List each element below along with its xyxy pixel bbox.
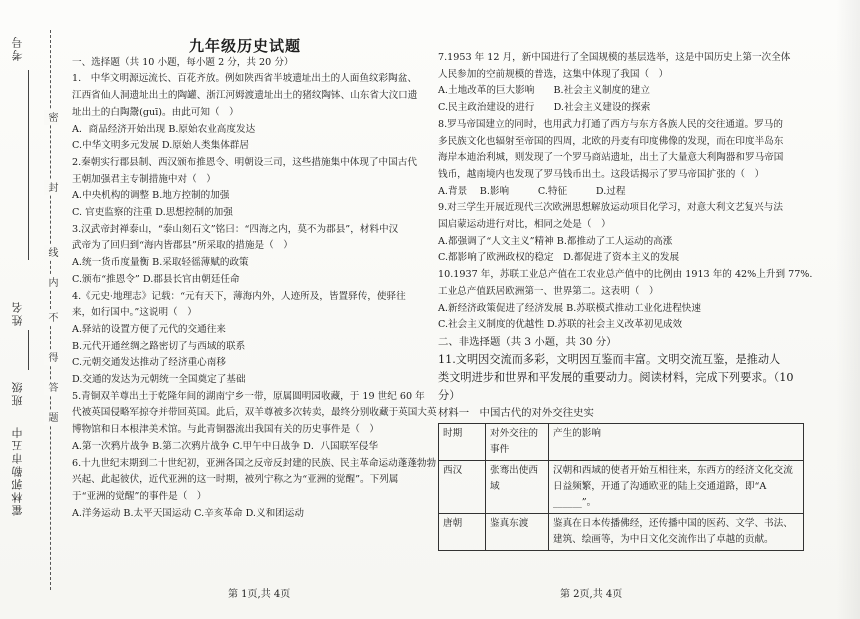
option-line: A．商品经济开始出现 B.原始农业高度发达 <box>72 123 256 135</box>
seal-char: 得 <box>46 352 57 363</box>
question-line: 4.《元史·地理志》记载：“元有天下，薄海内外，人迹所及，皆置驿传，使驿往 <box>72 290 406 302</box>
option-line: D.交通的发达为元朝统一全国奠定了基础 <box>72 374 246 386</box>
table-header-row <box>439 424 804 461</box>
option-line: C.元朝交通发达推动了经济重心南移 <box>72 357 226 369</box>
question-line: 人民参加的空前规模的普选，这集中体现了我国（ ） <box>438 68 669 80</box>
exam-no-label: 考号 <box>11 35 24 61</box>
seal-char: 密 <box>46 112 57 123</box>
history-table <box>438 423 804 551</box>
question-line: 5.青铜双羊尊出土于乾隆年间的湖南宁乡一带，原属圆明园收藏，于 19 世纪 60 年 <box>72 390 425 402</box>
question-line: 代被英国侵略军掠夺并带回英国。此后，双羊尊被多次转卖，最终分别收藏于英国大英 <box>72 407 437 419</box>
question-line: 海岸本迪治利城，则发现了一个罗马商站遗址，出土了大量意大利陶器和罗马帝国 <box>438 152 784 164</box>
option-line: C.都影响了欧洲政权的稳定 D.都促进了资本主义的发展 <box>438 252 680 264</box>
question-line: 来，如行国中。”这说明（ ） <box>72 307 197 319</box>
exam-title: 九年级历史试题 <box>188 37 301 55</box>
question-line: 9.对三学生开展近现代三次欧洲思想解放运动项目化学习，对意大利文艺复兴与法 <box>438 202 783 214</box>
exam-no-blank <box>28 70 29 260</box>
option-line: A.统一货币度量衡 B.采取轻徭薄赋的政策 <box>72 257 249 269</box>
question-line: 2.秦朝实行郡县制、西汉颁布推恩令、明朝设三司，这些措施集中体现了中国古代 <box>72 156 417 168</box>
table-cell: 西汉 <box>439 461 486 514</box>
option-line: A.洋务运动 B.太平天国运动 C.辛亥革命 D.义和团运动 <box>72 507 304 519</box>
option-line: C.民主政治建设的进行 D.社会主义建设的探索 <box>438 102 651 114</box>
question-line: 8.罗马帝国建立的同时，也用武力打通了西方与东方各族人民的交往通道。罗马的 <box>438 118 783 130</box>
option-line: A.背景 B.影响 C.特征 D.过程 <box>438 185 626 197</box>
question-line: 多民族文化也辐射至帝国的四周，北欧的丹麦有印度佛像的发现，而在印度半岛东 <box>438 135 784 147</box>
question-line: 博物馆和日本根津美术馆。与此青铜器流出我国有关的历史事件是（ ） <box>72 424 379 436</box>
option-line: A.第一次鸦片战争 B.第二次鸦片战争 C.甲午中日战争 D．八国联军侵华 <box>72 440 378 452</box>
question-line: 7.1953 年 12 月，新中国进行了全国规模的基层选举，这是中国历史上第一次全体 <box>438 52 791 63</box>
option-line: A.新经济政策促进了经济发展 B.苏联模式推动工业化进程快速 <box>438 302 701 314</box>
class-label: 班级 <box>11 380 24 406</box>
question-line: 武帝为了回归到“海内皆郡县”所采取的措施是（ ） <box>72 240 293 252</box>
binding-margin <box>8 30 66 590</box>
question-line: 于“亚洲的觉醒”的事件是（ ） <box>72 490 207 502</box>
question-line: 工业总产值跃居欧洲第一、世界第二。这表明（ ） <box>438 285 659 297</box>
option-line: A.驿站的设置方便了元代的交通往来 <box>72 323 226 335</box>
question-line: 10.1937 年，苏联工业总产值在工农业总产值中的比例由 1913 年的 42%上升到 77%. <box>438 269 813 281</box>
material-title: 材料一 中国古代的对外交往史实 <box>438 406 594 419</box>
table-cell: 汉朝和西域的使者开始互相往来，东西方的经济文化交流日益频繁，开通了沟通欧亚的陆上交通道路，即“A ______”。 <box>549 461 804 514</box>
question-line: 王朝加强君主专制措施中对（ ） <box>72 173 216 185</box>
seal-char: 线 <box>46 247 57 258</box>
option-line: C.社会主义制度的优越性 D.苏联的社会主义改革初见成效 <box>438 319 683 331</box>
page-2-footer: 第 2页,共 4页 <box>560 589 623 600</box>
table-cell: 唐朝 <box>439 514 486 551</box>
table-header-cell: 产生的影响 <box>549 424 804 461</box>
option-line: C.颁布“推恩令” D.郡县长官由朝廷任命 <box>72 273 240 285</box>
table-cell: 鉴真在日本传播佛经，还传播中国的医药、文学、书法、建筑、绘画等，为中日文化交流作出了卓越的贡献。 <box>549 514 804 551</box>
question-line: 江西省仙人洞遗址出土的陶罐、浙江河姆渡遗址出土的猪纹陶钵、山东省大汶口遗 <box>72 90 418 102</box>
question-line: 钱币，越南境内也发现了罗马钱币出土。这段话揭示了罗马帝国扩张的（ ） <box>438 168 765 180</box>
seal-char: 封 <box>46 182 57 193</box>
name-blank <box>28 330 29 370</box>
page-2-column <box>438 50 813 551</box>
option-line: C.中华文明多元发展 D.原始人类集体群居 <box>72 140 249 152</box>
page-1-footer: 第 1页,共 4页 <box>228 589 291 600</box>
page-1-column <box>72 37 437 522</box>
seal-char: 内 <box>46 277 57 288</box>
q11-line: 11.文明因交流而多彩，文明因互鉴而丰富。文明交流互鉴，是推动人 <box>438 352 781 366</box>
option-line: A.都强调了“人文主义”精神 B.都推动了工人运动的高涨 <box>438 235 673 247</box>
table-cell: 张骞出使西域 <box>486 461 549 514</box>
option-line: C. 官吏监察的注重 D.思想控制的加强 <box>72 207 233 219</box>
seal-char: 不 <box>46 312 57 323</box>
question-line: 兴起、此起彼伏，近代亚洲的这一时期，被列宁称之为“亚洲的觉醒”。下列属 <box>72 474 399 486</box>
school-field <box>10 425 26 516</box>
option-line: A.中央机构的调整 B.地方控制的加强 <box>72 190 230 202</box>
table-header-cell: 时期 <box>439 424 486 461</box>
school-name: 霍林郭勒市五中 <box>11 425 24 516</box>
question-line: 国启蒙运动进行对比，相同之处是（ ） <box>438 219 611 231</box>
question-line: 址出土的白陶鬶(guī)。由此可知（ ） <box>72 106 239 118</box>
table-cell: 鉴真东渡 <box>486 514 549 551</box>
name-label: 姓名 <box>11 300 24 326</box>
table-row <box>439 514 804 551</box>
q11-line: 类文明进步和世界和平发展的重要动力。阅读材料，完成下列要求。（10 <box>438 370 794 384</box>
question-line: 3.汉武帝封禅泰山，“泰山刻石文”铭曰：“四海之内，莫不为郡县”，材料中汉 <box>72 223 399 235</box>
section-1-heading: 一、选择题（共 10 小题，每小题 2 分，共 20 分） <box>72 56 294 68</box>
option-line: B.元代开通丝绸之路密切了与西域的联系 <box>72 340 246 352</box>
seal-char: 题 <box>46 412 57 423</box>
option-line: A.土地改革的巨大影响 B.社会主义制度的建立 <box>438 85 650 97</box>
q11-line: 分） <box>438 388 461 402</box>
table-header-cell: 对外交往的事件 <box>486 424 549 461</box>
section-2-heading: 二、非选择题（共 3 小题，共 30 分） <box>438 335 617 348</box>
seal-char: 答 <box>46 382 57 393</box>
table-row <box>439 461 804 514</box>
question-line: 6.十九世纪末期到二十世纪初，亚洲各国之反帝反封建的民族、民主革命运动蓬蓬勃勃 <box>72 457 437 469</box>
question-line: 1. 中华文明源远流长、百花齐放。例如陕西省半坡遗址出土的人面鱼纹彩陶盆、 <box>72 73 417 85</box>
scan-edge-shadow <box>836 0 860 619</box>
